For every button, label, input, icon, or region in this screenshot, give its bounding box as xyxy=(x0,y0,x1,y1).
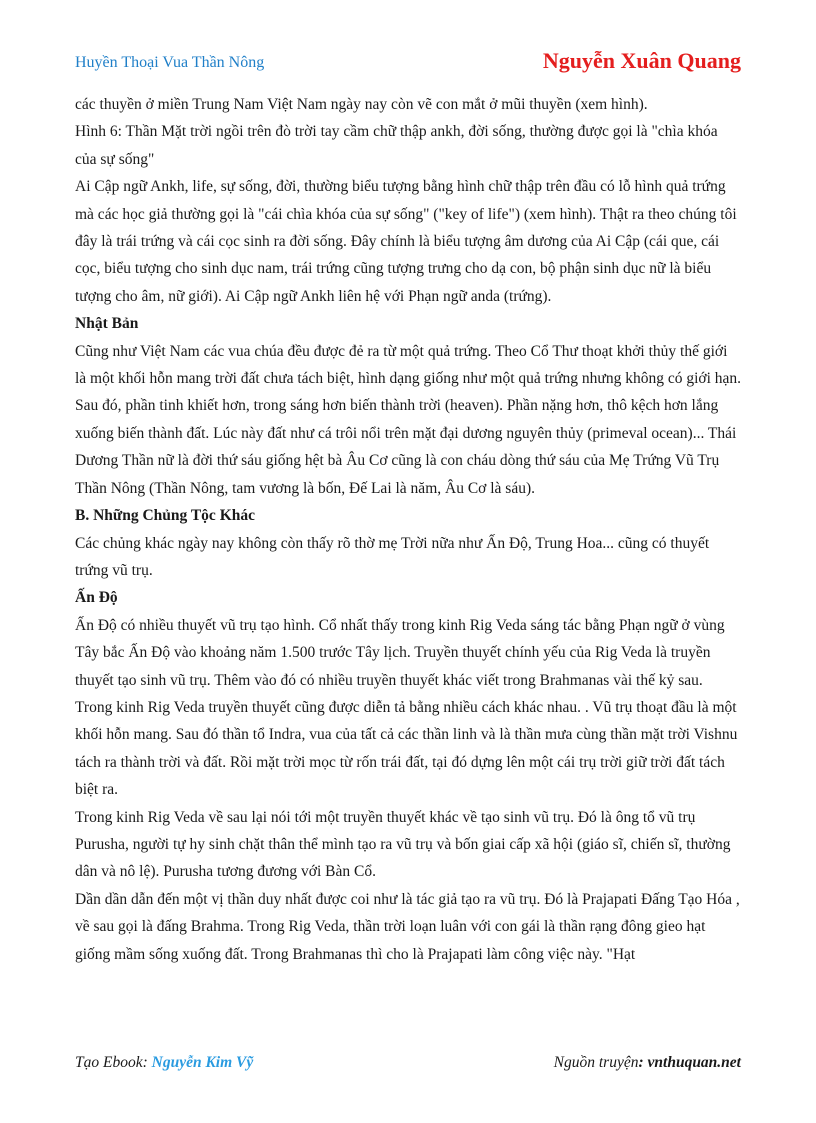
ebook-sep: : xyxy=(142,1054,152,1071)
paragraph: Các chủng khác ngày nay không còn thấy rõ thờ mẹ Trời nữa như Ấn Độ, Trung Hoa... cũng có thuyết trứng vũ trụ. xyxy=(75,534,710,579)
paragraph: Hình 6: Thần Mặt trời ngồi trên đò trời tay cầm chữ thập ankh, đời sống, thường được gọi là "chìa khóa của sự sống" xyxy=(75,123,718,168)
paragraph: Ai Cập ngữ Ankh, life, sự sống, đời, thường biểu tượng bằng hình chữ thập trên đầu có lỗ hình quả trứng mà các học giả thường gọi là "cái chìa khóa của sự sống" ("key of life") (xem hình). Thật ra theo chúng tôi đây là trái trứng và cái cọc sinh ra đời sống. Đây chính là biểu tượng âm dương của Ai Cập (cái que, cái cọc, biểu tượng cho sinh dục nam, trái trứng cũng tượng trưng cho dạ con, bộ phận sinh dục nữ là biểu tượng cho âm, nữ giới). Ai Cập ngữ Ankh liên hệ với Phạn ngữ anda (trứng). xyxy=(75,178,737,305)
source-sep: : xyxy=(638,1054,648,1071)
paragraph: Ấn Độ có nhiều thuyết vũ trụ tạo hình. Cổ nhất thấy trong kinh Rig Veda sáng tác bằng Phạn ngữ ở vùng Tây bắc Ấn Độ vào khoảng năm 1.500 trước Tây lịch. Truyền thuyết chính yếu của Rig Veda là truyền thuyết tạo sinh vũ trụ. Thêm vào đó có nhiều truyền thuyết khác viết trong Brahmanas vài thế kỷ sau. Trong kinh Rig Veda truyền thuyết cũng được diễn tả bằng nhiều cách khác nhau. . Vũ trụ thoạt đầu là một khối hỗn mang. Sau đó thần tổ Indra, vua của tất cả các thần linh và là thần mưa cùng thần mặt trời Vishnu tách ra thành trời và đất. Rồi mặt trời mọc từ rốn trái đất, tại đó dựng lên một cái trụ trời giữ trời đất tách biệt ra. xyxy=(75,616,738,799)
paragraph: Cũng như Việt Nam các vua chúa đều được đẻ ra từ một quả trứng. Theo Cổ Thư thoạt khởi thủy thế giới là một khối hỗn mang trời đất chưa tách biệt, hình dạng giống như một quả trứng nhưng không có giới hạn. Sau đó, phần tinh khiết hơn, trong sáng hơn biến thành trời (heaven). Phần nặng hơn, thô kệch hơn lắng xuống biến thành đất. Lúc này đất như cá trôi nổi trên mặt đại dương nguyên thủy (primeval ocean)... Thái Dương Thần nữ là đời thứ sáu giống hệt bà Âu Cơ cũng là con cháu dòng thứ sáu của Mẹ Trứng Vũ Trụ Thần Nông (Thần Nông, tam vương là bốn, Đế Lai là năm, Âu Cơ là sáu). xyxy=(75,342,742,497)
document-body xyxy=(75,91,741,968)
book-title: Huyền Thoại Vua Thần Nông xyxy=(75,54,265,71)
page-header xyxy=(75,48,741,78)
paragraph: Dần dần dẫn đến một vị thần duy nhất được coi như là tác giả tạo ra vũ trụ. Đó là Prajapati Đấng Tạo Hóa , về sau gọi là đấng Brahma. Trong Rig Veda, thần trời loạn luân với con gái là thần rạng đông gieo hạt giống mầm sống xuống đất. Trong Brahmanas thì cho là Prajapati làm công việc này. "Hạt xyxy=(75,890,740,963)
paragraph: Trong kinh Rig Veda về sau lại nói tới một truyền thuyết khác về tạo sinh vũ trụ. Đó là ông tổ vũ trụ Purusha, người tự hy sinh chặt thân thể mình tạo ra vũ trụ và bốn giai cấp xã hội (giáo sĩ, chiến sĩ, thường dân và nô lệ). Purusha tương đương với Bàn Cổ. xyxy=(75,808,731,881)
page-footer xyxy=(75,1054,741,1078)
section-heading: B. Những Chủng Tộc Khác xyxy=(75,507,255,525)
ebook-label: Tạo Ebook xyxy=(75,1054,143,1071)
section-heading: Nhật Bản xyxy=(75,315,139,333)
source-site: vnthuquan.net xyxy=(647,1054,741,1071)
section-heading: Ấn Độ xyxy=(75,589,118,607)
author-name: Nguyễn Xuân Quang xyxy=(542,48,741,73)
ebook-credit xyxy=(75,1054,253,1072)
ebook-creator: Nguyễn Kim Vỹ xyxy=(151,1054,254,1071)
source-label: Nguồn truyện xyxy=(553,1054,639,1071)
paragraph: các thuyền ở miền Trung Nam Việt Nam ngày nay còn vẽ con mắt ở mũi thuyền (xem hình). xyxy=(75,96,648,113)
source-credit xyxy=(554,1054,741,1072)
